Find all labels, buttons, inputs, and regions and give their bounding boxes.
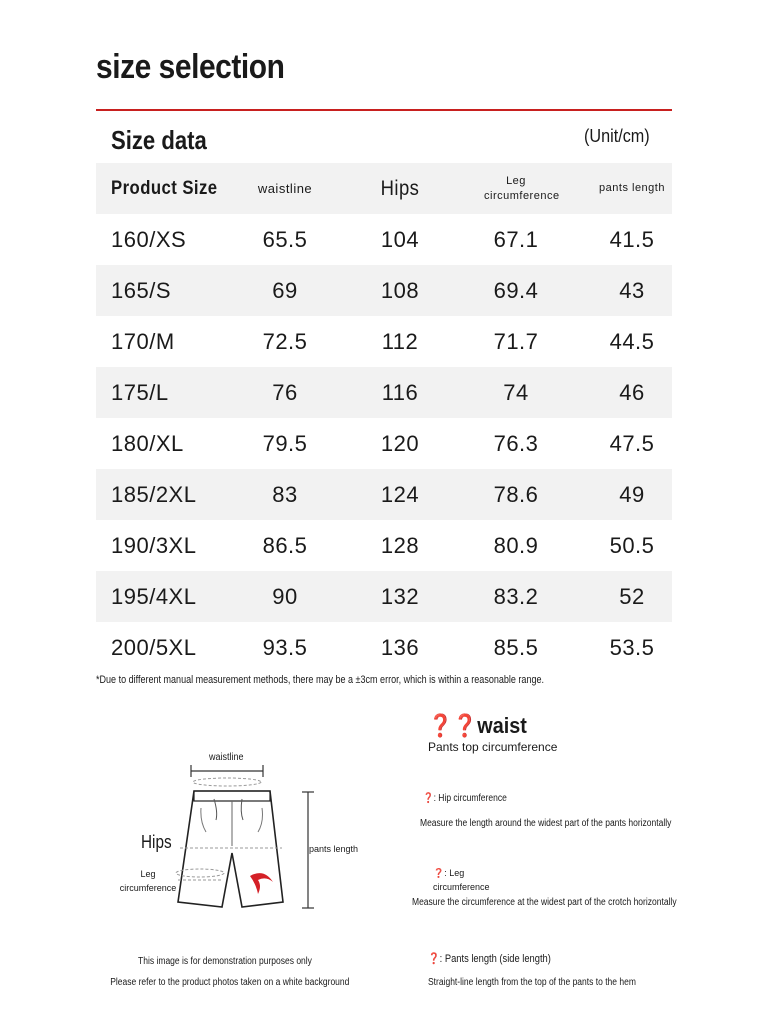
table-row [96,418,672,469]
cell-size: 180/XL [111,431,184,456]
table-row [96,316,672,367]
diagram-hips-label: Hips [141,832,172,852]
header-waistline: waistline [257,181,313,196]
cell-hips: 112 [381,329,419,354]
cell-leg: 69.4 [493,278,539,303]
shorts-outline [178,791,283,907]
cell-length: 44.5 [609,329,655,354]
table-header-row [96,163,672,214]
length-title: ❓: Pants length (side length) [428,953,551,965]
table-row [96,367,672,418]
cell-length: 53.5 [609,635,655,660]
cell-size: 175/L [111,380,169,405]
cell-length: 41.5 [609,227,655,252]
cell-leg: 78.6 [493,482,539,507]
cell-size: 200/5XL [111,635,197,660]
cell-leg: 80.9 [493,533,539,558]
table-row [96,469,672,520]
cell-leg: 67.1 [493,227,539,252]
cell-leg: 83.2 [493,584,539,609]
table-row [96,571,672,622]
cell-hips: 116 [381,380,419,405]
cell-length: 43 [619,278,645,303]
cell-hips: 124 [380,482,420,507]
cell-waistline: 83 [272,482,298,507]
waist-title: ❓❓waist [428,713,527,738]
hip-title: ❓: Hip circumference [423,793,507,804]
cell-waistline: 69 [272,278,298,303]
page-title: size selection [96,48,285,86]
diagram-pants-length-label: pants length [309,844,359,854]
cell-leg: 76.3 [493,431,539,456]
header-product-size: Product Size [111,178,218,199]
waistline-measure [191,765,263,777]
cell-leg: 71.7 [493,329,539,354]
cell-size: 185/2XL [111,482,197,507]
table-row [96,265,672,316]
cell-length: 47.5 [609,431,655,456]
cell-size: 165/S [111,278,171,303]
diagram-caption-2: Please refer to the product photos taken on a white background [110,977,350,988]
hip-description: Measure the length around the widest part of the pants horizontally [420,818,672,829]
cell-hips: 104 [380,227,420,252]
cell-length: 46 [619,380,645,405]
measurement-note: *Due to different manual measurement methods, there may be a ±3cm error, which is within a reasonable range. [96,674,545,686]
section-title: Size data [111,125,207,155]
cell-length: 52 [619,584,645,609]
cell-length: 49 [619,482,645,507]
cell-waistline: 90 [272,584,298,609]
diagram-caption-1: This image is for demonstration purposes only [138,956,312,967]
cell-hips: 120 [380,431,420,456]
cell-waistline: 76 [272,380,298,405]
header-leg-text: Leg circumference [484,174,560,202]
waist-description: Pants top circumference [428,740,558,754]
cell-waistline: 79.5 [262,431,308,456]
length-description: Straight-line length from the top of the pants to the hem [428,977,636,988]
diagram-leg-label: Leg circumference [119,869,177,893]
cell-leg: 85.5 [493,635,539,660]
cell-size: 170/M [111,329,175,354]
cell-hips: 108 [380,278,420,303]
cell-size: 190/3XL [111,533,197,558]
pants-length-measure [302,792,314,908]
cell-length: 50.5 [609,533,655,558]
title-divider [96,109,672,111]
cell-waistline: 86.5 [262,533,308,558]
header-pants-length: pants length [599,182,665,194]
table-row [96,520,672,571]
cell-hips: 128 [380,533,420,558]
header-hips: Hips [380,177,420,200]
table-row [96,622,672,673]
leg-title: ❓: Leg circumference [433,868,490,892]
leg-description: Measure the circumference at the widest part of the crotch horizontally [412,897,677,908]
table-row [96,214,672,265]
cell-hips: 136 [380,635,420,660]
cell-waistline: 72.5 [262,329,308,354]
header-leg-circumference [461,163,571,214]
unit-label: (Unit/cm) [584,126,650,146]
cell-waistline: 93.5 [262,635,308,660]
cell-waistline: 65.5 [262,227,308,252]
cell-size: 195/4XL [111,584,197,609]
shorts-diagram [170,760,330,920]
diagram-waistline-label: waistline [209,752,244,763]
cell-leg: 74 [503,380,529,405]
cell-size: 160/XS [111,227,187,252]
cell-hips: 132 [380,584,420,609]
